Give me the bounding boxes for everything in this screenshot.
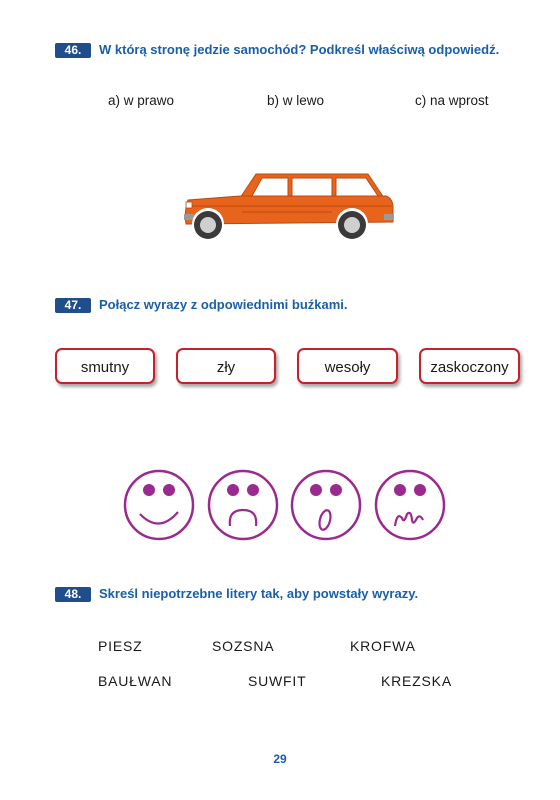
surprised-face-icon[interactable] <box>289 468 363 542</box>
page-number: 29 <box>273 752 287 766</box>
word-box-wesoly[interactable]: wesoły <box>297 348 398 384</box>
option-a[interactable]: a) w prawo <box>108 93 175 108</box>
scrambled-word[interactable]: SOZSNA <box>212 638 275 654</box>
scrambled-word[interactable]: SUWFIT <box>248 673 307 689</box>
confused-face-icon[interactable] <box>373 468 447 542</box>
option-c[interactable]: c) na wprost <box>415 93 489 108</box>
task-47-instruction: Połącz wyrazy z odpowiednimi buźkami. <box>99 297 348 312</box>
task-number-46: 46. <box>55 43 91 58</box>
word-box-zly[interactable]: zły <box>176 348 276 384</box>
task-46-instruction: W którą stronę jedzie samochód? Podkreśl właściwą odpowiedź. <box>99 42 500 57</box>
happy-face-icon[interactable] <box>122 468 196 542</box>
task-48-instruction: Skreśl niepotrzebne litery tak, aby powstały wyrazy. <box>99 586 419 601</box>
word-box-smutny[interactable]: smutny <box>55 348 155 384</box>
scrambled-word[interactable]: KREZSKA <box>381 673 452 689</box>
car-image <box>182 168 396 244</box>
sad-face-icon[interactable] <box>206 468 280 542</box>
scrambled-word[interactable]: PIESZ <box>98 638 143 654</box>
task-number-47: 47. <box>55 298 91 313</box>
scrambled-word[interactable]: KROFWA <box>350 638 416 654</box>
task-number-48: 48. <box>55 587 91 602</box>
word-box-zaskoczony[interactable]: zaskoczony <box>419 348 520 384</box>
option-b[interactable]: b) w lewo <box>267 93 325 108</box>
scrambled-word[interactable]: BAUŁWAN <box>98 673 173 689</box>
